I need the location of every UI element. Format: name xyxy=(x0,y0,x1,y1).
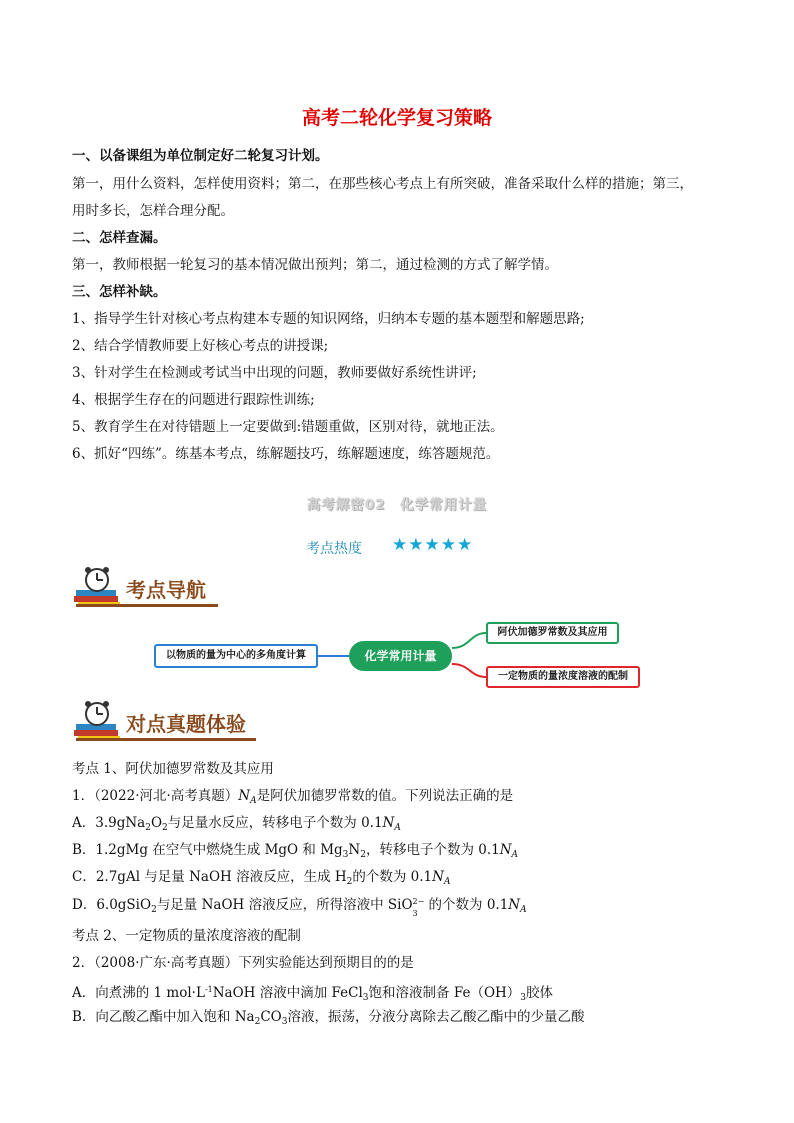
list-item-6: 6、抓好“四练”。练基本考点，练解题技巧，练解题速度，练答题规范。 xyxy=(72,446,500,462)
banner-practice-text: 对点真题体验 xyxy=(126,712,246,736)
topic-1-heading: 考点 1、阿伏加德罗常数及其应用 xyxy=(72,761,274,777)
question-1-option-c: C．2.7gAl 与足量 NaOH 溶液反应，生成 $H_2$的个数为 $0.1N_A$ xyxy=(72,869,451,887)
question-1-option-b: B．1.2gMg 在空气中燃烧生成 MgO 和 $Mg_3N_2$，转移电子个数为 $0.1N_A$ xyxy=(72,842,519,860)
heading-1: 一、以备课组为单位制定好二轮复习计划。 xyxy=(72,148,329,164)
question-1-option-a: A．$3.9gNa_2O_2$与足量水反应，转移电子个数为 $0.1N_A$ xyxy=(72,815,401,833)
question-2-option-a: A．向煮沸的 1 $mol\cdot L^{-1}NaOH$ 溶液中滴加 FeCl$_3$饱和溶液制备 $Fe(OH)_3$胶体 xyxy=(72,985,554,1003)
heading-3: 三、怎样补缺。 xyxy=(72,284,167,300)
banner-practice xyxy=(72,700,262,744)
section-title: 高考解密02 化学常用计量 xyxy=(306,497,488,513)
page-title: 高考二轮化学复习策略 xyxy=(301,107,492,129)
question-1-stem: 1．（2022·河北·高考真题）$N_A$是阿伏加德罗常数的值。下列说法正确的是 xyxy=(72,788,514,806)
mindmap-left-node: 以物质的量为中心的多角度计算 xyxy=(154,644,318,668)
paragraph-1a: 第一，用什么资料，怎样使用资料；第二，在那些核心考点上有所突破，准备采取什么样的措施；第三， xyxy=(72,176,693,192)
heading-2: 二、怎样查漏。 xyxy=(72,230,167,246)
question-1-option-d: D．6.0gSiO$_2$与足量 NaOH 溶液反应，所得溶液中 SiO 2− 3 的个数为 $0.1N_A$ xyxy=(72,896,527,918)
banner-navigation xyxy=(72,566,222,610)
banner-navigation-text: 考点导航 xyxy=(126,578,206,602)
paragraph-1b: 用时多长，怎样合理分配。 xyxy=(72,203,234,219)
topic-2-heading: 考点 2、一定物质的量浓度溶液的配制 xyxy=(72,928,301,944)
mindmap-right-bottom-node: 一定物质的量浓度溶液的配制 xyxy=(486,666,640,688)
list-item-2: 2、结合学情教师要上好核心考点的讲授课; xyxy=(72,338,329,354)
list-item-1: 1、指导学生针对核心考点构建本专题的知识网络，归纳本专题的基本题型和解题思路; xyxy=(72,311,585,327)
mindmap-right-top-node: 阿伏加德罗常数及其应用 xyxy=(486,622,619,644)
heat-label: 考点热度 xyxy=(306,541,362,557)
star-rating: ★★★★★ xyxy=(392,535,474,555)
banner-navigation-underline xyxy=(76,604,218,607)
list-item-3: 3、针对学生在检测或考试当中出现的问题，教师要做好系统性讲评; xyxy=(72,365,477,381)
question-2-stem: 2．（2008·广东·高考真题）下列实验能达到预期目的的是 xyxy=(72,955,414,971)
list-item-5: 5、教育学生在对待错题上一定要做到:错题重做，区别对待，就地正法。 xyxy=(72,419,504,435)
paragraph-2: 第一，教师根据一轮复习的基本情况做出预判；第二，通过检测的方式了解学情。 xyxy=(72,257,558,273)
question-2-option-b: B．向乙酸乙酯中加入饱和 $Na_2CO_3$溶液，振荡，分液分离除去乙酸乙酯中的少量乙酸 xyxy=(72,1009,585,1027)
list-item-4: 4、根据学生存在的问题进行跟踪性训练; xyxy=(72,392,315,408)
mindmap-center-node: 化学常用计量 xyxy=(349,641,452,671)
banner-practice-underline xyxy=(76,738,256,741)
